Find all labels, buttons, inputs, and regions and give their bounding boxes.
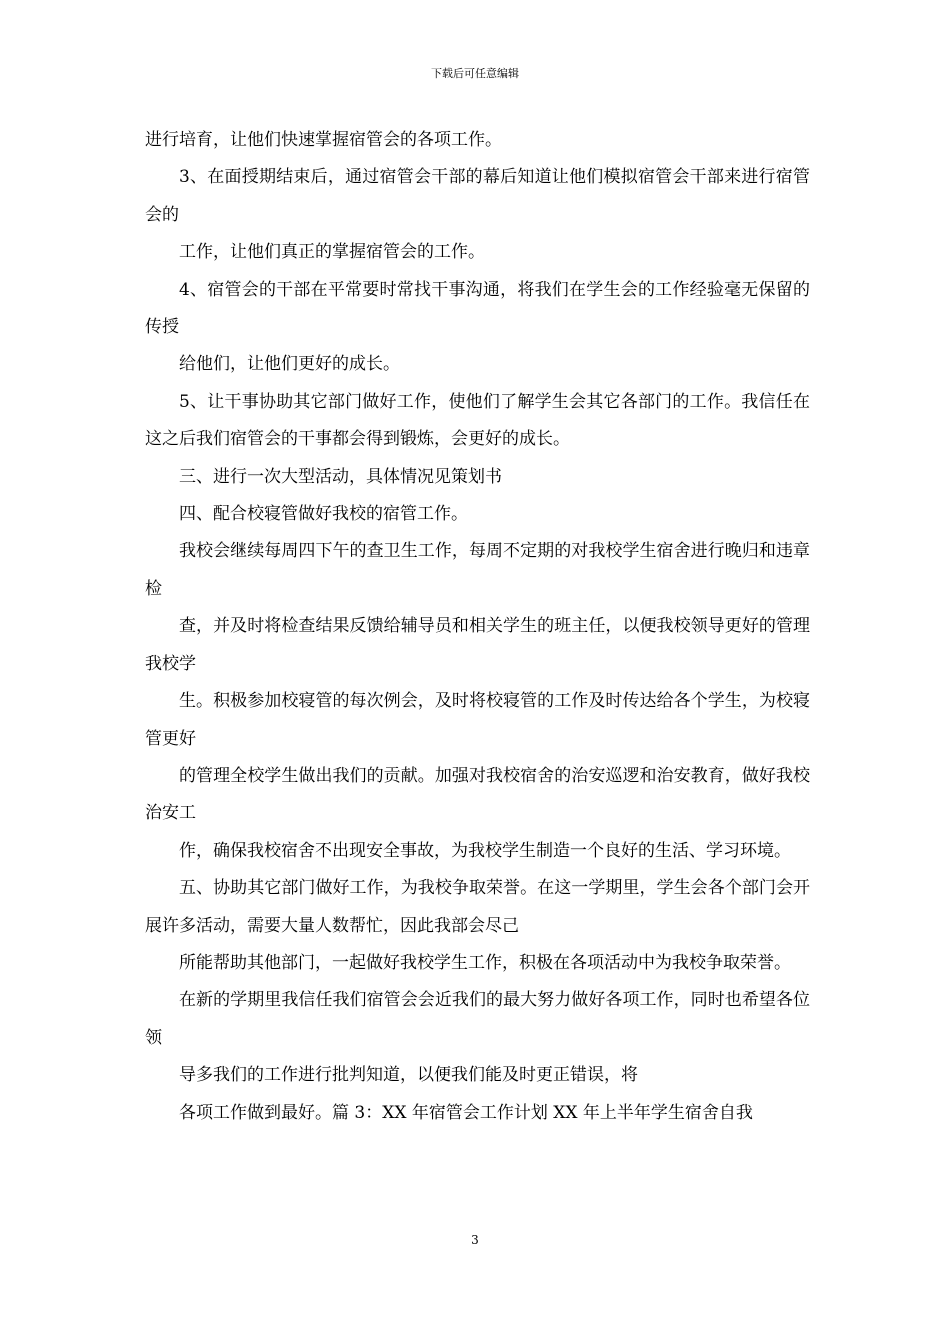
paragraph: 进行培育，让他们快速掌握宿管会的各项工作。 xyxy=(145,130,502,150)
paragraph: 查，并及时将检查结果反馈给辅导员和相关学生的班主任，以便我校领导更好的管理我校学 xyxy=(145,616,810,674)
document-body xyxy=(145,122,810,1132)
page-number: 3 xyxy=(471,1233,479,1247)
paragraph: 我校会继续每周四下午的查卫生工作，每周不定期的对我校学生宿舍进行晚归和违章检 xyxy=(145,541,810,599)
paragraph: 所能帮助其他部门，一起做好我校学生工作，积极在各项活动中为我校争取荣誉。 xyxy=(179,952,791,973)
section-heading: 五、协助其它部门做好工作，为我校争取荣誉。在这一学期里，学生会各个部门会开展许多活动，需要大量人数帮忙，因此我部会尽己 xyxy=(145,878,810,936)
section-heading: 四、配合校寝管做好我校的宿管工作。 xyxy=(179,504,468,525)
paragraph: 各项工作做到最好。篇 3：XX 年宿管会工作计划 XX 年上半年学生宿舍自我 xyxy=(179,1102,753,1123)
paragraph: 3、在面授期结束后，通过宿管会干部的幕后知道让他们模拟宿管会干部来进行宿管会的 xyxy=(145,167,810,225)
paragraph: 的管理全校学生做出我们的贡献。加强对我校宿舍的治安巡逻和治安教育，做好我校治安工 xyxy=(145,765,810,824)
paragraph: 给他们，让他们更好的成长。 xyxy=(179,354,400,375)
paragraph: 生。积极参加校寝管的每次例会，及时将校寝管的工作及时传达给各个学生，为校寝管更好 xyxy=(145,691,810,749)
paragraph: 在新的学期里我信任我们宿管会会近我们的最大努力做好各项工作，同时也希望各位领 xyxy=(145,990,810,1048)
paragraph: 导多我们的工作进行批判知道，以便我们能及时更正错误，将 xyxy=(179,1065,638,1086)
paragraph: 5、让干事协助其它部门做好工作，使他们了解学生会其它各部门的工作。我信任在这之后我们宿管会的干事都会得到锻炼，会更好的成长。 xyxy=(145,391,810,450)
paragraph: 工作，让他们真正的掌握宿管会的工作。 xyxy=(179,242,485,263)
paragraph: 作，确保我校宿舍不出现安全事故，为我校学生制造一个良好的生活、学习环境。 xyxy=(179,840,791,861)
paragraph: 4、宿管会的干部在平常要时常找干事沟通，将我们在学生会的工作经验毫无保留的传授 xyxy=(145,279,810,338)
page-header: 下载后可任意编辑 xyxy=(431,67,519,80)
section-heading: 三、进行一次大型活动，具体情况见策划书 xyxy=(179,466,502,487)
